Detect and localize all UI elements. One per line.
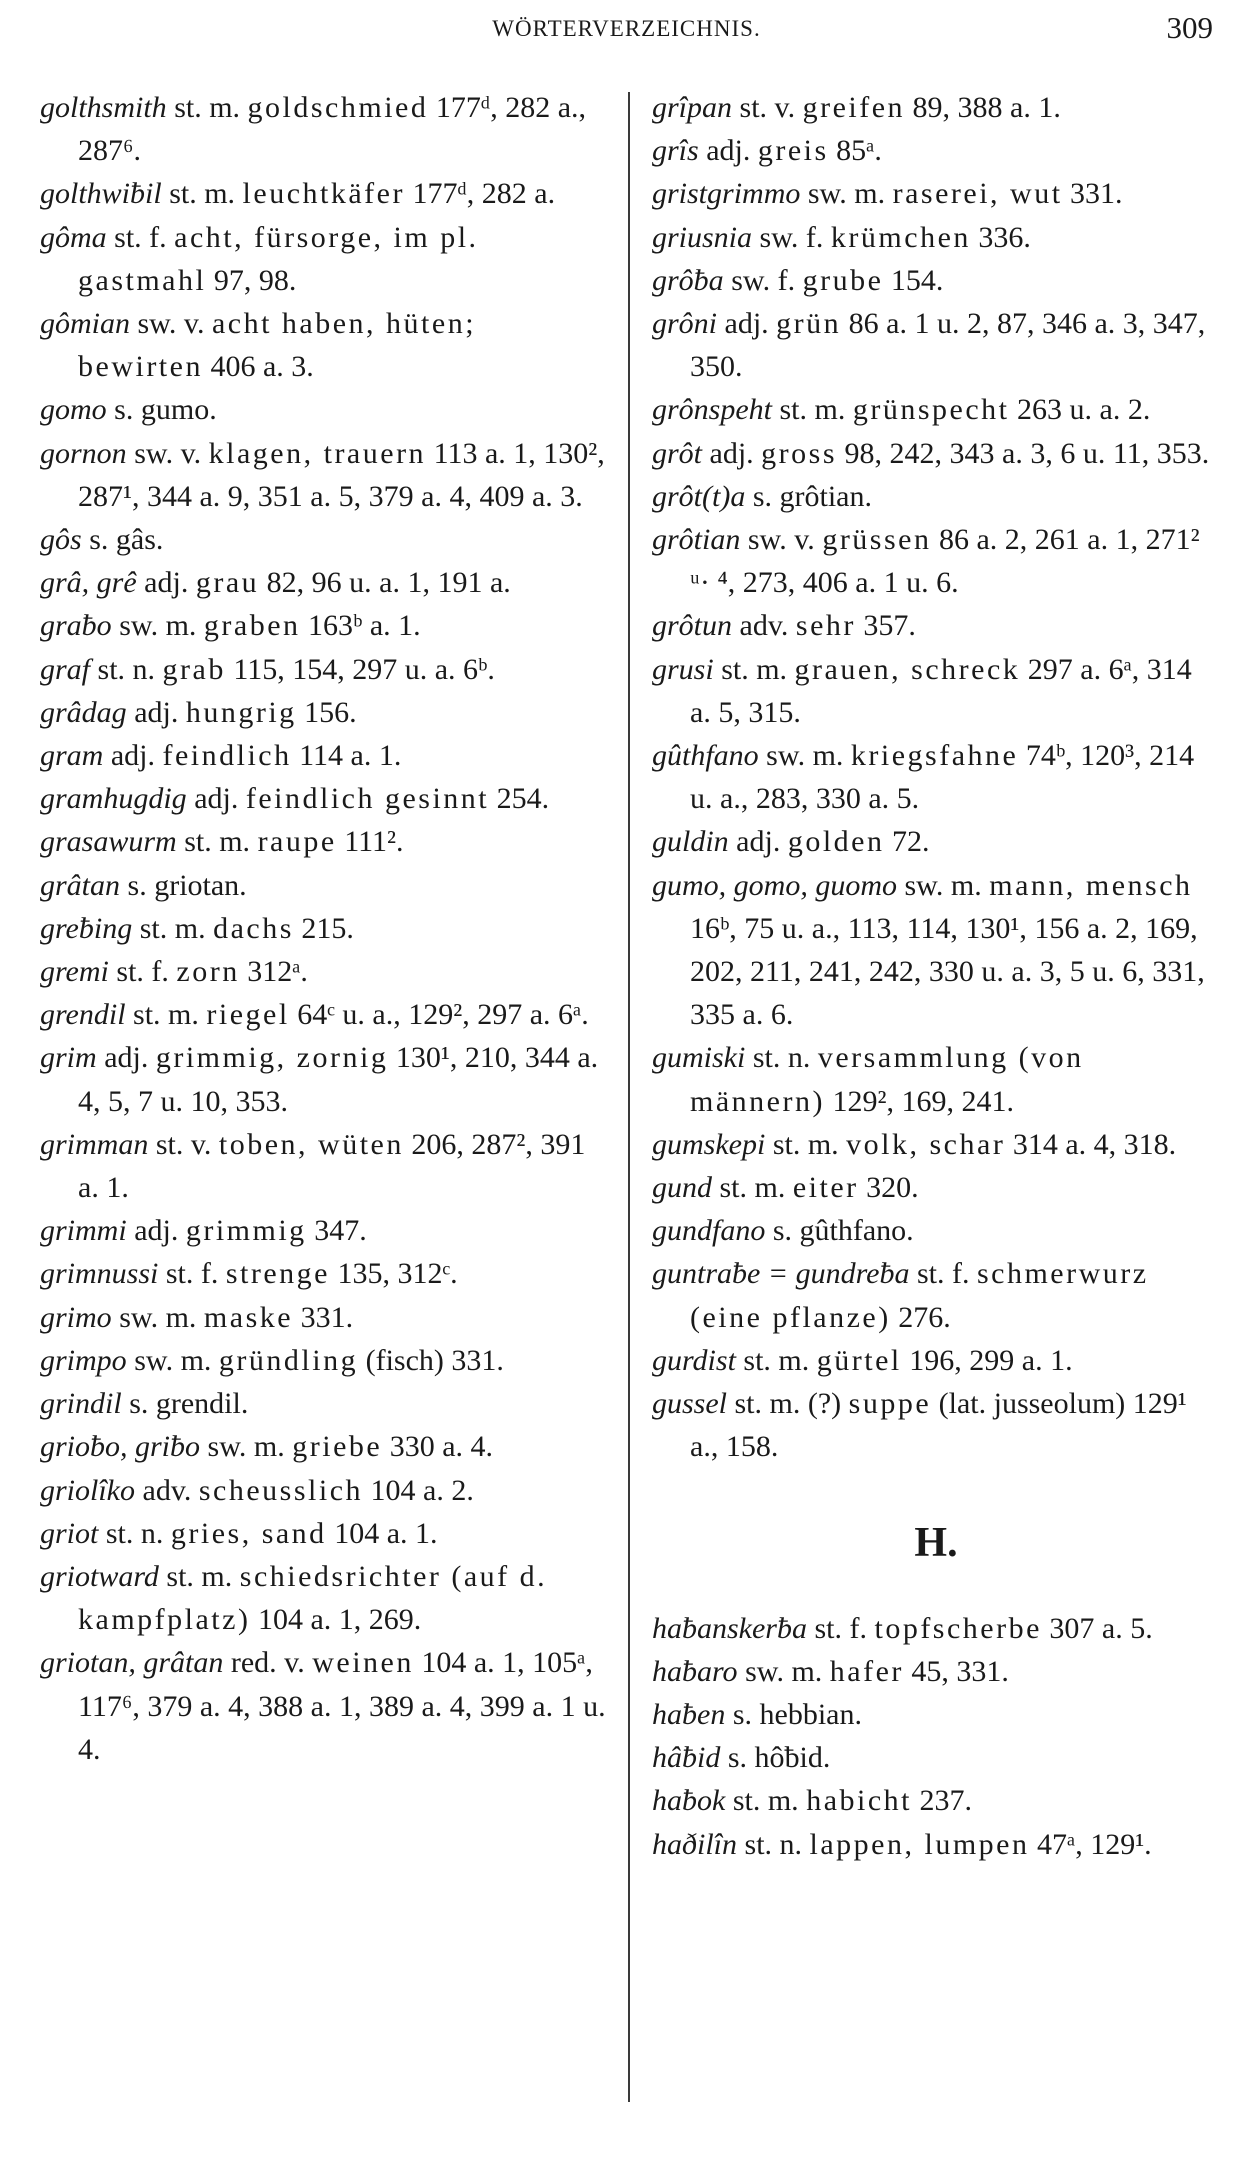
grammar-label: st. n. xyxy=(745,1041,818,1075)
headword: gurdist xyxy=(652,1343,736,1377)
references: 237. xyxy=(912,1784,972,1818)
dictionary-entry xyxy=(652,1252,1220,1338)
references: griotan. xyxy=(154,868,247,902)
dictionary-entry xyxy=(652,475,1220,518)
h-entries xyxy=(652,1607,1220,1866)
headword: grimpo xyxy=(40,1343,127,1377)
references: 357. xyxy=(855,609,916,643)
left-column xyxy=(40,86,610,1771)
definition: versammlung (von männern) xyxy=(690,1041,1084,1118)
grammar-label: st. n. xyxy=(98,1516,171,1550)
definition: gürtel xyxy=(816,1343,902,1377)
headword: gornon xyxy=(40,436,127,470)
headword: graf xyxy=(40,652,91,686)
definition: feindlich xyxy=(162,739,292,773)
grammar-label: sw. f. xyxy=(723,263,803,297)
headword: haƀen xyxy=(652,1697,726,1731)
dictionary-entry xyxy=(40,1209,610,1252)
definition: klagen, trauern xyxy=(208,436,427,470)
definition: zorn xyxy=(176,955,240,989)
dictionary-entry xyxy=(40,432,610,518)
headword: greƀing xyxy=(40,911,133,945)
headword: gôma xyxy=(40,220,107,254)
dictionary-entry xyxy=(40,518,610,561)
grammar-label: adj. xyxy=(126,695,186,729)
grammar-label: st. m. xyxy=(725,1784,807,1818)
section-heading-h: H. xyxy=(914,1519,958,1566)
grammar-label: s. xyxy=(81,523,116,557)
grammar-label: st. f. xyxy=(909,1257,977,1291)
headword: grôt xyxy=(652,436,703,470)
dictionary-entry xyxy=(40,777,610,820)
dictionary-entry xyxy=(40,993,610,1036)
headword: grimmi xyxy=(40,1214,127,1248)
dictionary-entry xyxy=(40,1123,610,1209)
headword: grimo xyxy=(40,1300,112,1334)
dictionary-entry xyxy=(40,216,610,302)
headword: haƀanskerƀa xyxy=(652,1611,807,1645)
references: 320. xyxy=(858,1171,919,1205)
headword: gûthfano xyxy=(652,739,759,773)
headword: grusi xyxy=(652,652,714,686)
grammar-label: adv. xyxy=(135,1473,199,1507)
definition: hafer xyxy=(829,1654,904,1688)
dictionary-entry xyxy=(40,648,610,691)
definition: maske xyxy=(203,1300,294,1334)
grammar-label: sw. m. xyxy=(111,609,204,643)
dictionary-entry xyxy=(40,864,610,907)
references: 156. xyxy=(296,695,357,729)
dictionary-entry xyxy=(40,1425,610,1468)
grammar-label: st. m. xyxy=(166,91,248,124)
headword: golthsmith xyxy=(40,91,167,124)
grammar-label: adj. xyxy=(702,436,762,470)
definition: riegel xyxy=(206,998,290,1032)
definition: gründling xyxy=(218,1343,359,1377)
dictionary-entry xyxy=(40,1382,610,1425)
definition: greifen xyxy=(802,91,906,124)
dictionary-entry xyxy=(40,734,610,777)
references: 206, 287², 391 a. 1. xyxy=(78,1127,586,1205)
grammar-label: adj. xyxy=(103,739,163,773)
headword: grindil xyxy=(40,1387,122,1421)
dictionary-entry xyxy=(40,907,610,950)
dictionary-entry xyxy=(40,302,610,388)
grammar-label: s. xyxy=(120,868,155,902)
dictionary-entry xyxy=(652,1036,1220,1122)
grammar-label: adj. xyxy=(186,782,246,816)
definition: toben, wüten xyxy=(218,1127,404,1161)
definition: grünspecht xyxy=(852,393,1010,427)
headword: grâdag xyxy=(40,695,127,729)
references: 347. xyxy=(306,1214,367,1248)
headword: grendil xyxy=(40,998,126,1032)
references: 111². xyxy=(336,825,404,859)
grammar-label: st. m. xyxy=(125,998,207,1032)
headword: gussel xyxy=(652,1387,727,1421)
dictionary-entry xyxy=(652,216,1220,259)
references: 114 a. 1. xyxy=(291,739,402,773)
right-column xyxy=(652,86,1220,1866)
definition: schmerwurz (eine pflanze) xyxy=(690,1257,1149,1334)
grammar-label: adj. xyxy=(717,307,777,341)
references: 254. xyxy=(489,782,550,816)
grammar-label: st. v. xyxy=(732,91,803,124)
dictionary-entry xyxy=(40,691,610,734)
dictionary-entry xyxy=(652,604,1220,647)
headword: haƀok xyxy=(652,1784,726,1818)
headword: griot xyxy=(40,1516,99,1550)
definition: graben xyxy=(203,609,301,643)
grammar-label: sw. m. xyxy=(200,1430,293,1464)
definition: grimmig, zornig xyxy=(155,1041,389,1075)
references: 86 a. 1 u. 2, 87, 346 a. 3, 347, 350. xyxy=(690,307,1206,384)
dictionary-entry xyxy=(40,86,610,172)
grammar-label: sw. m. xyxy=(800,177,893,211)
references: 163ᵇ a. 1. xyxy=(300,609,421,643)
headword: gremi xyxy=(40,955,109,989)
dictionary-entry xyxy=(40,172,610,215)
definition: sehr xyxy=(795,609,856,643)
references: 97, 98. xyxy=(206,263,297,297)
definition: griebe xyxy=(292,1430,383,1464)
grammar-label: st. n. xyxy=(737,1827,810,1861)
references: 89, 388 a. 1. xyxy=(905,91,1061,124)
page-number: 309 xyxy=(1166,10,1213,45)
dictionary-entry xyxy=(40,1252,610,1295)
grammar-label: sw. v. xyxy=(740,523,823,557)
g-entries xyxy=(652,86,1220,1469)
grammar-label: s. xyxy=(720,1741,755,1775)
definition: grüssen xyxy=(822,523,932,557)
dictionary-entry xyxy=(652,129,1220,172)
definition: eiter xyxy=(792,1171,859,1205)
dictionary-entry xyxy=(652,1693,1220,1736)
grammar-label: st. m. xyxy=(765,1127,847,1161)
references: 215. xyxy=(293,911,354,945)
dictionary-entry xyxy=(652,1607,1220,1650)
definition: suppe xyxy=(848,1387,932,1421)
running-title: WÖRTERVERZEICHNIS. xyxy=(492,16,761,41)
definition: mann, mensch xyxy=(989,868,1193,902)
references: 74ᵇ, 120³, 214 u. a., 283, 330 a. 5. xyxy=(690,739,1195,816)
grammar-label: adv. xyxy=(732,609,796,643)
references: 47ᵃ, 129¹. xyxy=(1029,1827,1152,1861)
grammar-label: st. m. xyxy=(176,825,258,859)
grammar-label: s. xyxy=(765,1214,800,1248)
grammar-label: st. f. xyxy=(806,1611,875,1645)
headword: gund xyxy=(652,1171,712,1205)
dictionary-entry xyxy=(40,1469,610,1512)
headword: gundfano xyxy=(652,1214,766,1248)
references: 104 a. 2. xyxy=(363,1473,474,1507)
references: 82, 96 u. a. 1, 191 a. xyxy=(259,566,511,600)
headword: grimnussi xyxy=(40,1257,159,1291)
headword: grîs xyxy=(652,134,699,168)
dictionary-entry xyxy=(40,604,610,647)
grammar-label: st. n. xyxy=(90,652,163,686)
page-header xyxy=(40,10,1213,52)
references: 86 a. 2, 261 a. 1, 271² ᵘ· ⁴, 273, 406 a. 1 u. 6. xyxy=(690,523,1200,600)
grammar-label: adj. xyxy=(728,825,788,859)
dictionary-entry xyxy=(652,1650,1220,1693)
references: 64ᶜ u. a., 129², 297 a. 6ᵃ. xyxy=(289,998,589,1032)
dictionary-entry xyxy=(652,302,1220,388)
dictionary-entry xyxy=(40,1339,610,1382)
grammar-label: sw. m. xyxy=(111,1300,204,1334)
headword: grôtian xyxy=(652,523,741,557)
headword: hâƀid xyxy=(652,1741,721,1775)
references: gûthfano. xyxy=(799,1214,914,1248)
grammar-label: st. m. xyxy=(158,1559,240,1593)
grammar-label: st. f. xyxy=(108,955,177,989)
headword: guntraƀe = gundreƀa xyxy=(652,1257,910,1291)
definition: hungrig xyxy=(185,695,297,729)
grammar-label: st. f. xyxy=(158,1257,226,1291)
grammar-label: s. xyxy=(121,1387,156,1421)
definition: volk, schar xyxy=(846,1127,1006,1161)
grammar-label: st. m. xyxy=(713,652,795,686)
headword: gram xyxy=(40,739,104,773)
dictionary-entry xyxy=(652,1736,1220,1779)
grammar-label: st. m. xyxy=(132,911,214,945)
dictionary-entry xyxy=(40,820,610,863)
headword: grimman xyxy=(40,1127,149,1161)
grammar-label: sw. v. xyxy=(130,307,212,341)
references: 104 a. 1, 105ᵃ, 117⁶, 379 a. 4, 388 a. 1, 389 a. 4, 399 a. 1 u. 4. xyxy=(78,1646,606,1766)
grammar-label: sw. f. xyxy=(752,220,831,254)
references: 113 a. 1, 130², 287¹, 344 a. 9, 351 a. 5, 379 a. 4, 409 a. 3. xyxy=(78,436,605,513)
grammar-label: sw. v. xyxy=(126,436,209,470)
grammar-label: sw. m. xyxy=(758,739,851,773)
headword: griolîko xyxy=(40,1473,135,1507)
dictionary-entry xyxy=(652,1823,1220,1866)
headword: griotward xyxy=(40,1559,159,1593)
dictionary-entry xyxy=(652,518,1220,604)
grammar-label: adj. xyxy=(136,566,196,600)
definition: lappen, lumpen xyxy=(809,1827,1030,1861)
dictionary-entry xyxy=(652,172,1220,215)
definition: leuchtkäfer xyxy=(242,177,405,211)
headword: gômian xyxy=(40,307,130,341)
definition: kriegsfahne xyxy=(850,739,1019,773)
references: 16ᵇ, 75 u. a., 113, 114, 130¹, 156 a. 2, 169, 202, 211, 241, 242, 330 u. a. 3, 5 u. 6, 331, 335 a. 6. xyxy=(690,911,1205,1032)
references: 276. xyxy=(890,1300,951,1334)
references: 177ᵈ, 282 a., 287⁶. xyxy=(78,91,587,168)
grammar-label: red. v. xyxy=(223,1646,313,1680)
grammar-label: s. xyxy=(725,1697,760,1731)
definition: grube xyxy=(802,263,884,297)
definition: schiedsrichter (auf d. kampfplatz) xyxy=(78,1559,548,1637)
references: grendil. xyxy=(155,1387,249,1421)
dictionary-entry xyxy=(652,259,1220,302)
dictionary-entry xyxy=(40,1296,610,1339)
references: 336. xyxy=(970,220,1031,254)
headword: gumo, gomo, guomo xyxy=(652,868,897,902)
definition: grau xyxy=(195,566,260,600)
references: 312ᵃ. xyxy=(239,955,308,989)
references: 72. xyxy=(884,825,930,859)
references: 177ᵈ, 282 a. xyxy=(404,177,556,211)
dictionary-entry xyxy=(652,1166,1220,1209)
references: gâs. xyxy=(115,523,164,557)
grammar-label: adj. xyxy=(698,134,758,168)
grammar-label: s. xyxy=(745,479,780,513)
definition: grab xyxy=(162,652,226,686)
grammar-label: st. m. xyxy=(735,1343,817,1377)
references: 85ᵃ. xyxy=(828,134,882,168)
references: hôƀid. xyxy=(754,1741,831,1775)
references: 154. xyxy=(883,263,944,297)
dictionary-entry xyxy=(40,388,610,431)
references: 406 a. 3. xyxy=(202,350,314,384)
dictionary-entry xyxy=(652,864,1220,1037)
dictionary-entry xyxy=(652,648,1220,734)
grammar-label: sw. m. xyxy=(126,1343,219,1377)
dictionary-entry xyxy=(652,86,1220,129)
grammar-label: sw. m. xyxy=(737,1654,830,1688)
dictionary-entry xyxy=(40,1512,610,1555)
references: gumo. xyxy=(140,393,217,427)
dictionary-entry xyxy=(652,432,1220,475)
references: 307 a. 5. xyxy=(1041,1611,1153,1645)
definition: feindlich gesinnt xyxy=(245,782,490,816)
headword: griotan, grâtan xyxy=(40,1646,224,1680)
headword: haƀaro xyxy=(652,1654,738,1688)
grammar-label: st. m. xyxy=(772,393,853,427)
dictionary-entry xyxy=(652,1339,1220,1382)
references: 297 a. 6ᵃ, 314 a. 5, 315. xyxy=(690,652,1192,729)
definition: krümchen xyxy=(830,220,971,254)
headword: griusnia xyxy=(652,220,753,254)
references: 45, 331. xyxy=(903,1654,1009,1688)
dictionary-entry xyxy=(40,1036,610,1122)
references: grôtian. xyxy=(779,479,872,513)
dictionary-entry xyxy=(652,1779,1220,1822)
references: 331. xyxy=(293,1300,354,1334)
definition: greis xyxy=(757,134,829,168)
definition: dachs xyxy=(213,911,294,945)
definition: acht haben, hüten; bewirten xyxy=(78,307,477,384)
grammar-label: adj. xyxy=(96,1041,156,1075)
headword: grôƀa xyxy=(652,263,724,297)
headword: haðilîn xyxy=(652,1827,738,1861)
definition: raserei, wut xyxy=(892,177,1063,211)
headword: gumskepi xyxy=(652,1127,766,1161)
headword: gumiski xyxy=(652,1041,746,1075)
definition: acht, fürsorge, im pl. gastmahl xyxy=(78,220,479,297)
references: (lat. jusseolum) 129¹ a., 158. xyxy=(690,1387,1187,1464)
definition: grün xyxy=(776,307,842,341)
dictionary-entry xyxy=(40,1555,610,1641)
references: (fisch) 331. xyxy=(358,1343,504,1377)
headword: grâtan xyxy=(40,868,121,902)
grammar-label: st. f. xyxy=(106,220,175,254)
headword: gramhugdig xyxy=(40,782,187,816)
definition: gross xyxy=(761,436,838,470)
grammar-label: adj. xyxy=(126,1214,186,1248)
grammar-label: st. m. (?) xyxy=(727,1387,849,1421)
headword: golthwiƀil xyxy=(40,177,162,211)
definition: raupe xyxy=(257,825,337,859)
headword: grôni xyxy=(652,307,718,341)
definition: weinen xyxy=(312,1646,414,1680)
references: 115, 154, 297 u. a. 6ᵇ. xyxy=(225,652,495,686)
dictionary-entry xyxy=(652,388,1220,431)
dictionary-entry xyxy=(40,561,610,604)
definition: strenge xyxy=(225,1257,330,1291)
headword: grioƀo, griƀo xyxy=(40,1430,201,1464)
definition: scheusslich xyxy=(198,1473,364,1507)
headword: grônspeht xyxy=(652,393,772,427)
headword: grîpan xyxy=(652,91,733,124)
references: 129², 169, 241. xyxy=(824,1084,1014,1118)
headword: grôt(t)a xyxy=(652,479,746,513)
headword: grasawurm xyxy=(40,825,177,859)
definition: grauen, schreck xyxy=(794,652,1021,686)
dictionary-entry xyxy=(40,950,610,993)
grammar-label: sw. m. xyxy=(897,868,990,902)
dictionary-entry xyxy=(652,1382,1220,1468)
headword: grôtun xyxy=(652,609,733,643)
grammar-label: st. m. xyxy=(712,1171,793,1205)
references: 104 a. 1, 269. xyxy=(250,1603,422,1637)
references: 196, 299 a. 1. xyxy=(901,1343,1073,1377)
grammar-label: st. m. xyxy=(161,177,243,211)
grammar-label: st. v. xyxy=(148,1127,219,1161)
definition: grimmig xyxy=(185,1214,307,1248)
headword: gristgrimmo xyxy=(652,177,801,211)
definition: habicht xyxy=(806,1784,912,1818)
headword: grim xyxy=(40,1041,97,1075)
headword: graƀo xyxy=(40,609,112,643)
definition: topfscherbe xyxy=(874,1611,1042,1645)
references: 330 a. 4. xyxy=(382,1430,494,1464)
dictionary-entry xyxy=(40,1641,610,1771)
definition: golden xyxy=(787,825,885,859)
references: hebbian. xyxy=(759,1697,862,1731)
grammar-label: s. xyxy=(106,393,141,427)
references: 314 a. 4, 318. xyxy=(1005,1127,1177,1161)
references: 130¹, 210, 344 a. 4, 5, 7 u. 10, 353. xyxy=(78,1041,599,1118)
headword: gomo xyxy=(40,393,107,427)
dictionary-entry xyxy=(652,820,1220,863)
definition: goldschmied xyxy=(247,91,429,124)
dictionary-entry xyxy=(652,1209,1220,1252)
headword: grâ, grê xyxy=(40,566,137,600)
dictionary-entry xyxy=(652,734,1220,820)
references: 135, 312ᶜ. xyxy=(330,1257,458,1291)
references: 98, 242, 343 a. 3, 6 u. 11, 353. xyxy=(837,436,1210,470)
column-divider xyxy=(628,92,630,2102)
references: 263 u. a. 2. xyxy=(1009,393,1151,427)
definition: gries, sand xyxy=(170,1516,327,1550)
headword: gôs xyxy=(40,523,82,557)
headword: guldin xyxy=(652,825,729,859)
dictionary-entry xyxy=(652,1123,1220,1166)
references: 331. xyxy=(1062,177,1123,211)
references: 104 a. 1. xyxy=(326,1516,438,1550)
